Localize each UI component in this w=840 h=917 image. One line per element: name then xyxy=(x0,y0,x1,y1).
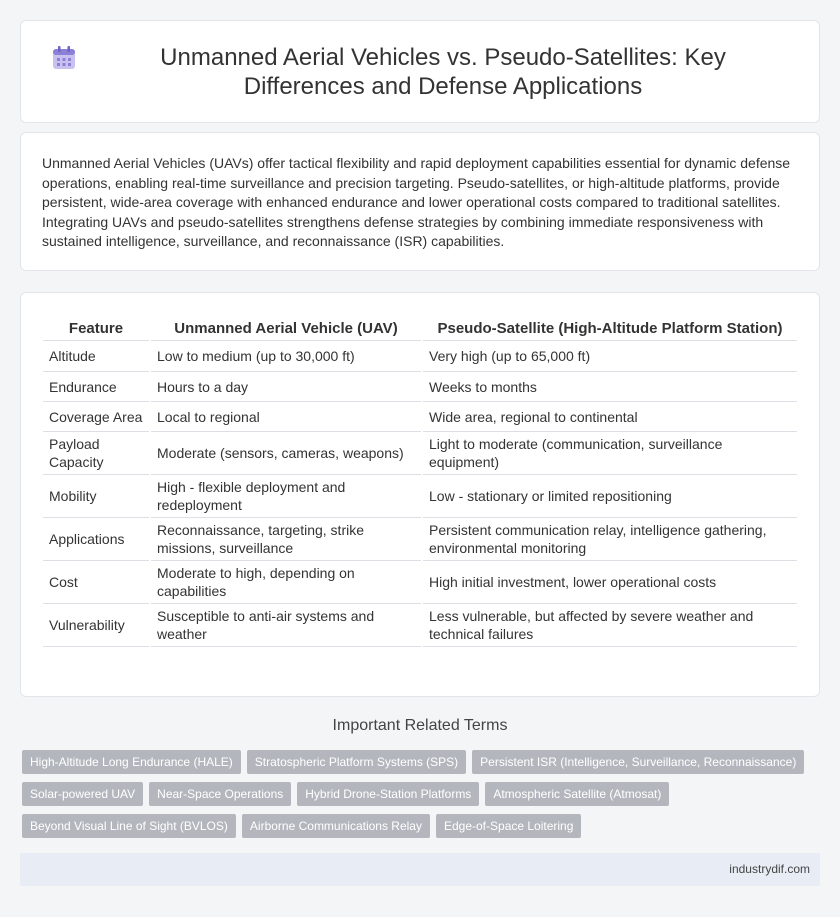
tag-bvlos[interactable]: Beyond Visual Line of Sight (BVLOS) xyxy=(22,814,236,838)
cell-feature: Endurance xyxy=(43,372,149,402)
cell-feature: Coverage Area xyxy=(43,402,149,432)
calendar-icon xyxy=(51,45,77,71)
table-row xyxy=(43,432,797,475)
table-row xyxy=(43,402,797,432)
tag-edge-of-space[interactable]: Edge-of-Space Loitering xyxy=(436,814,581,838)
cell-feature: Vulnerability xyxy=(43,604,149,647)
table-row xyxy=(43,561,797,604)
tag-solar-powered-uav[interactable]: Solar-powered UAV xyxy=(22,782,143,806)
cell-feature: Payload Capacity xyxy=(43,432,149,475)
cell-uav: Susceptible to anti-air systems and weather xyxy=(151,604,421,647)
cell-feature: Altitude xyxy=(43,341,149,372)
related-terms-tags xyxy=(22,750,822,838)
cell-pseudo-satellite: Weeks to months xyxy=(423,372,797,402)
footer xyxy=(20,853,820,886)
cell-pseudo-satellite: Low - stationary or limited repositioning xyxy=(423,475,797,518)
cell-uav: Reconnaissance, targeting, strike missions, surveillance xyxy=(151,518,421,561)
title-card xyxy=(20,20,820,123)
intro-paragraph: Unmanned Aerial Vehicles (UAVs) offer tactical flexibility and rapid deployment capabilities essential for dynamic defense operations, enabling real-time surveillance and precision targeting. Pseudo-satellites, or high-altitude platforms, provide persistent, wide-area coverage with enhanced endurance and lower operational costs compared to traditional satellites. Integrating UAVs and pseudo-satellites strengthens defense strategies by combining immediate responsiveness with sustained intelligence, surveillance, and reconnaissance (ISR) capabilities. xyxy=(42,155,791,250)
cell-pseudo-satellite: Light to moderate (communication, surveillance equipment) xyxy=(423,432,797,475)
header-uav: Unmanned Aerial Vehicle (UAV) xyxy=(151,313,421,341)
tag-near-space-operations[interactable]: Near-Space Operations xyxy=(149,782,291,806)
page-title: Unmanned Aerial Vehicles vs. Pseudo-Satellites: Key Differences and Defense Applications xyxy=(160,43,726,100)
cell-pseudo-satellite: Persistent communication relay, intelligence gathering, environmental monitoring xyxy=(423,518,797,561)
cell-uav: Hours to a day xyxy=(151,372,421,402)
cell-uav: High - flexible deployment and redeployment xyxy=(151,475,421,518)
cell-pseudo-satellite: Very high (up to 65,000 ft) xyxy=(423,341,797,372)
cell-feature: Cost xyxy=(43,561,149,604)
comparison-table-card xyxy=(20,292,820,697)
table-row xyxy=(43,372,797,402)
table-row xyxy=(43,341,797,372)
cell-feature: Applications xyxy=(43,518,149,561)
tag-atmosat[interactable]: Atmospheric Satellite (Atmosat) xyxy=(485,782,669,806)
tag-hybrid-drone-station[interactable]: Hybrid Drone-Station Platforms xyxy=(297,782,479,806)
header-feature: Feature xyxy=(43,313,149,341)
table-row xyxy=(43,604,797,647)
cell-pseudo-satellite: Less vulnerable, but affected by severe weather and technical failures xyxy=(423,604,797,647)
table-header-row xyxy=(43,313,797,341)
cell-pseudo-satellite: High initial investment, lower operational costs xyxy=(423,561,797,604)
cell-uav: Moderate (sensors, cameras, weapons) xyxy=(151,432,421,475)
tag-sps[interactable]: Stratospheric Platform Systems (SPS) xyxy=(247,750,466,774)
tag-hale[interactable]: High-Altitude Long Endurance (HALE) xyxy=(22,750,241,774)
table-row xyxy=(43,475,797,518)
header-pseudo-satellite: Pseudo-Satellite (High-Altitude Platform Station) xyxy=(423,313,797,341)
footer-site-link[interactable]: industrydif.com xyxy=(729,862,810,876)
cell-uav: Local to regional xyxy=(151,402,421,432)
related-terms-title: Important Related Terms xyxy=(332,717,508,734)
cell-uav: Moderate to high, depending on capabilities xyxy=(151,561,421,604)
tag-airborne-relay[interactable]: Airborne Communications Relay xyxy=(242,814,430,838)
intro-card xyxy=(20,132,820,271)
cell-uav: Low to medium (up to 30,000 ft) xyxy=(151,341,421,372)
tag-persistent-isr[interactable]: Persistent ISR (Intelligence, Surveillance, Reconnaissance) xyxy=(472,750,804,774)
cell-feature: Mobility xyxy=(43,475,149,518)
cell-pseudo-satellite: Wide area, regional to continental xyxy=(423,402,797,432)
title-wrap xyxy=(21,21,819,122)
comparison-table xyxy=(41,313,799,647)
table-row xyxy=(43,518,797,561)
